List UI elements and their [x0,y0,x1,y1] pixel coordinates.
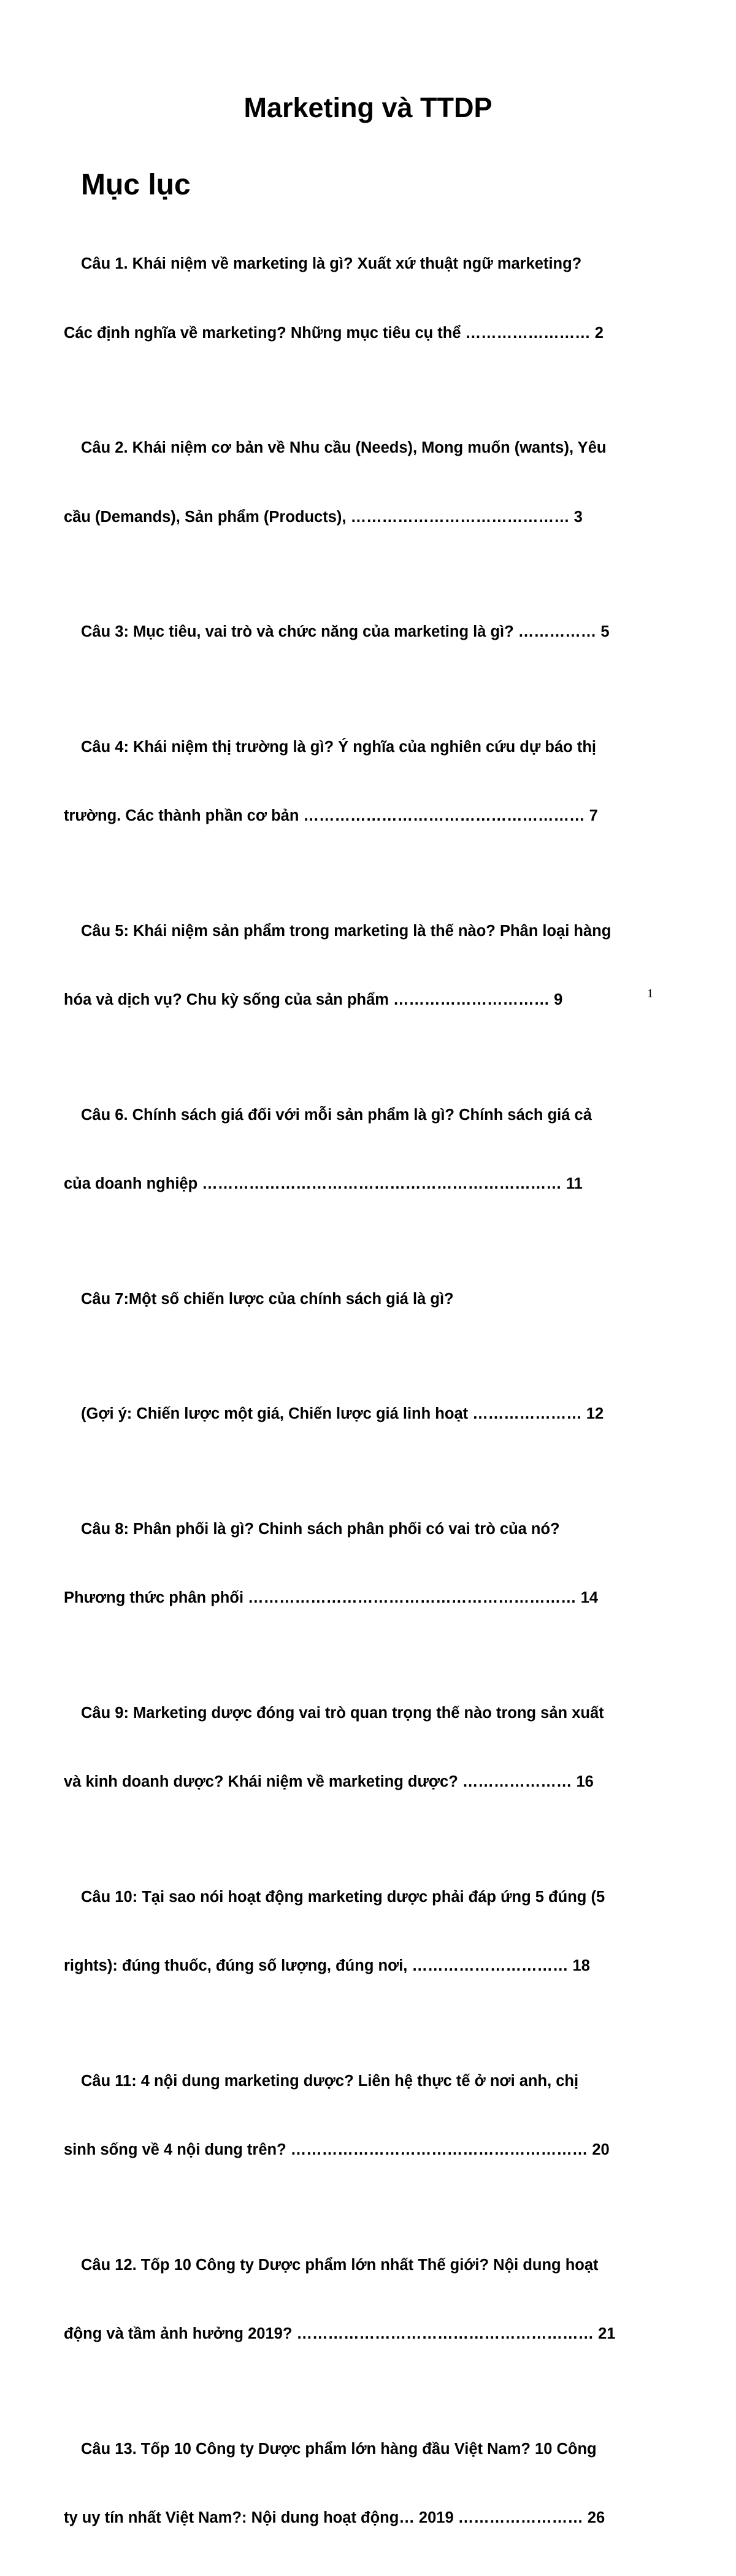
toc-entry-line: Câu 8: Phân phối là gì? Chinh sách phân phối có vai trò của nó? [81,1520,560,1538]
toc-heading: Mục lục [81,169,191,201]
document-title: Marketing và TTDP [243,92,493,123]
toc-entry-5[interactable] [64,874,677,1058]
toc-entry-line: Câu 7:Một số chiến lược của chính sách giá là gì? [81,1290,454,1308]
toc-entry-line: và kinh doanh dược? Khái niệm về marketing dược? ………………… 16 [64,1773,594,1790]
toc-entry-line: của doanh nghiệp …………………………………………………………… 11 [64,1175,583,1192]
toc-entry-line: (Gợi ý: Chiến lược một giá, Chiến lược giá linh hoạt ………………… 12 [81,1405,604,1422]
toc-entry-10[interactable] [64,1840,677,2024]
toc-entry-line: Câu 1. Khái niệm về marketing là gì? Xuất xứ thuật ngữ marketing? [81,255,582,272]
toc-entry-6[interactable] [64,1058,677,1242]
toc-entry-7-hint[interactable] [64,1357,677,1472]
toc-entry-line: Câu 3: Mục tiêu, vai trò và chức năng của marketing là gì? …………… 5 [81,623,610,640]
toc-entry-line: Câu 13. Tốp 10 Công ty Dược phẩm lớn hàng đầu Việt Nam? 10 Công [81,2440,597,2458]
toc-entry-line: Câu 12. Tốp 10 Công ty Dược phẩm lớn nhất Thế giới? Nội dung hoạt [81,2256,599,2274]
toc-entry-line: Câu 5: Khái niệm sản phẩm trong marketing là thế nào? Phân loại hàng [81,922,611,940]
toc-entry-line: động và tầm ảnh hưởng 2019? ………………………………………………… 21 [64,2325,616,2342]
toc-entry-8[interactable] [64,1472,677,1656]
table-of-contents [64,207,677,2576]
page-number: 1 [647,987,653,1000]
toc-entry-2[interactable] [64,391,677,575]
toc-entry-line: trường. Các thành phần cơ bản ……………………………………………… 7 [64,807,598,824]
toc-entry-line: Câu 2. Khái niệm cơ bản về Nhu cầu (Needs), Mong muốn (wants), Yêu [81,439,607,456]
toc-entry-3[interactable] [64,575,677,690]
toc-entry-line: sinh sống về 4 nội dung trên? ………………………………………………… 20 [64,2141,610,2158]
toc-entry-line: Câu 6. Chính sách giá đối với mỗi sản phẩm là gì? Chính sách giá cả [81,1106,592,1124]
toc-entry-line: Phương thức phân phối ……………………………………………………… 14 [64,1589,599,1606]
toc-entry-9[interactable] [64,1656,677,1840]
toc-entry-line: Các định nghĩa về marketing? Những mục tiêu cụ thể …………………… 2 [64,324,604,342]
toc-entry-7[interactable] [64,1242,677,1357]
toc-entry-line: hóa và dịch vụ? Chu kỳ sống của sản phẩm ………………………… 9 [64,991,563,1008]
toc-entry-line: ty uy tín nhất Việt Nam?: Nội dung hoạt động… 2019 …………………… 26 [64,2509,605,2526]
toc-entry-line: Câu 9: Marketing dược đóng vai trò quan trọng thế nào trong sản xuất [81,1704,604,1722]
toc-entry-line: rights): đúng thuốc, đúng số lượng, đúng nơi, ………………………… 18 [64,1957,590,1974]
toc-entry-line: Câu 10: Tại sao nói hoạt động marketing dược phải đáp ứng 5 đúng (5 [81,1888,605,1906]
toc-entry-13[interactable] [64,2392,677,2576]
toc-entry-11[interactable] [64,2024,677,2208]
toc-entry-line: Câu 4: Khái niệm thị trường là gì? Ý nghĩa của nghiên cứu dự báo thị [81,738,596,756]
toc-entry-line: Câu 11: 4 nội dung marketing dược? Liên hệ thực tế ở nơi anh, chị [81,2072,579,2090]
toc-entry-line: cầu (Demands), Sản phẩm (Products), …………………………………… 3 [64,508,583,526]
toc-entry-12[interactable] [64,2208,677,2392]
toc-entry-4[interactable] [64,690,677,874]
toc-entry-1[interactable] [64,207,677,391]
